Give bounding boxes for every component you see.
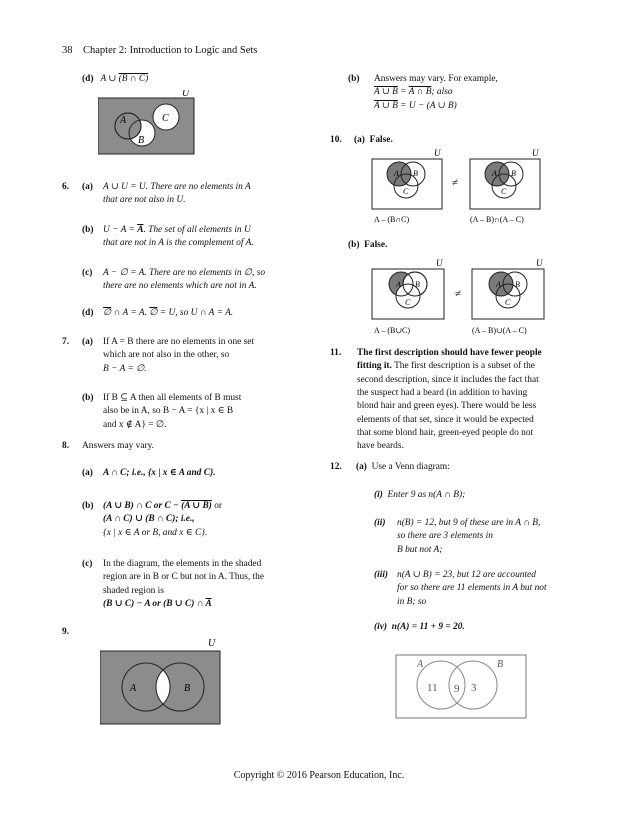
text-line: n(A) = 11 + 9 = 20. — [391, 622, 465, 632]
text-line: A ∩ C; i.e., {x | x ∈ A and C}. — [103, 468, 216, 478]
item-label: (i) — [374, 490, 383, 500]
text-line: also be in A, so B − A = {x | x ∈ B — [103, 406, 234, 417]
set-b-label: B — [515, 280, 520, 289]
text-line: elements of that set, since it would be expected — [357, 414, 534, 425]
universe-label: U — [536, 258, 543, 268]
q6d-text — [103, 307, 303, 320]
q8c-text — [103, 558, 308, 611]
math-overline: (B ∩ C) — [118, 74, 149, 84]
set-c-label: C — [162, 113, 169, 124]
set-a-label: A — [120, 115, 127, 126]
text-line: B − A = ∅. — [103, 363, 147, 374]
q8-intro: Answers may vary. — [82, 441, 155, 451]
q12-iv — [374, 621, 465, 634]
universe-label: U — [208, 638, 216, 649]
set-b-label: B — [413, 169, 418, 178]
copyright-footer: Copyright © 2016 Pearson Education, Inc. — [233, 770, 405, 781]
set-c-label: C — [505, 298, 511, 307]
set-a-label: A — [130, 683, 137, 694]
text-line: shaded region is — [103, 585, 164, 596]
text-line: A − ∅ = A. There are no elements in ∅, so — [103, 268, 266, 278]
question-number: 10. — [330, 135, 342, 145]
item-label: (iv) — [374, 622, 388, 632]
item-label: (d) — [82, 308, 94, 318]
item-label: (a) — [354, 135, 365, 145]
universe-label: U — [436, 258, 443, 268]
caption-left: A – (B∪C) — [374, 326, 411, 335]
item-label: (b) — [348, 74, 360, 84]
math-overline: A ∪ B — [374, 100, 398, 111]
text-line: so there are 3 elements in — [397, 531, 493, 542]
not-equal-sign: ≠ — [455, 288, 462, 300]
set-b-label: B — [138, 135, 145, 146]
text-line: the suspect had a beard (in addition to having — [357, 388, 528, 399]
question-10 — [330, 134, 393, 147]
math-overline: $\overline{A}$ — [137, 225, 144, 235]
question-8 — [62, 440, 154, 453]
text-line: {x | x ∈ A or B, and x ∈ C}. — [103, 527, 208, 538]
math-text: ∩ A = A. — [111, 308, 150, 318]
question-10b — [348, 239, 387, 252]
set-c-label: C — [501, 187, 507, 196]
text-line: region are in B or C but not in A. Thus, the — [103, 572, 265, 583]
q12-iii-text — [397, 569, 587, 609]
set-a-label: A — [417, 659, 424, 670]
text-line: or — [211, 501, 223, 511]
item-label: (a) — [82, 337, 93, 347]
math-text: = U − (A ∪ B) — [397, 100, 457, 111]
text-line: there are no elements which are not in A. — [103, 281, 257, 292]
math-overline: (A ∪ B) — [181, 501, 212, 511]
question-12 — [330, 461, 450, 474]
math-text: = — [397, 87, 409, 98]
item-label: (b) — [82, 393, 94, 403]
q6a-text — [103, 181, 303, 208]
text-line: In the diagram, the elements in the shaded — [103, 559, 262, 569]
chapter-title: Chapter 2: Introduction to Logic and Sets — [83, 45, 258, 56]
set-c-label: C — [403, 187, 409, 196]
math-text: U − A = — [103, 225, 138, 235]
math-text: (B ∪ C) − A or (B ∪ C) ∩ — [103, 599, 206, 610]
page-header — [62, 44, 257, 59]
universe-label: U — [434, 148, 441, 158]
q12-ii-text — [397, 517, 587, 557]
math-overline: ∅ — [103, 308, 112, 318]
set-a-label: A — [496, 280, 501, 289]
q7b-text — [103, 392, 303, 432]
q7a-text — [103, 336, 303, 376]
region-b-only-count: 3 — [471, 682, 477, 694]
text-line: A ∪ U = U. There are no elements in A — [103, 182, 251, 192]
question-number: 7. — [62, 337, 70, 347]
item-label: (b) — [348, 240, 360, 250]
text-line: ; also — [431, 87, 453, 98]
universe-label: U — [532, 148, 539, 158]
text-line: The first description should have fewer people — [357, 348, 542, 358]
item-label: (iii) — [374, 570, 389, 580]
text-line: B but not A; — [397, 544, 443, 555]
text-line: have beards. — [357, 441, 404, 452]
set-c-label: C — [405, 298, 411, 307]
text-line: n(B) = 12, but 9 of these are in A ∩ B, — [397, 518, 541, 528]
text-line: . The set of all elements in U — [143, 225, 251, 235]
question-7 — [62, 336, 93, 349]
venn-figure-q10b — [370, 257, 565, 337]
text-line: which are not also in the other, so — [103, 350, 230, 361]
text-line: The first description is a subset of the — [391, 361, 535, 372]
answer-text: False. — [364, 240, 388, 250]
text-line: n(A ∪ B) = 23, but 12 are accounted — [397, 570, 536, 580]
item-label: (ii) — [374, 518, 386, 528]
caption-right: (A – B)∪(A – C) — [472, 326, 527, 335]
math-text: (A ∪ B) ∩ C or C − — [103, 501, 182, 511]
caption-left: A – (B∩C) — [374, 215, 410, 224]
text-line: If A = B there are no elements in one set — [103, 337, 255, 347]
q8b-text — [103, 500, 308, 540]
universe-label: U — [182, 90, 190, 99]
text-line: Answers may vary. For example, — [374, 74, 498, 84]
q12-intro: Use a Venn diagram: — [371, 462, 450, 472]
set-b-label: B — [511, 169, 516, 178]
text-line: and x ∉ A} = ∅. — [103, 419, 167, 430]
page-number: 38 — [62, 45, 73, 56]
text-line: fitting it. — [357, 361, 392, 372]
text-line: blond hair and green eyes). There would be less — [357, 401, 537, 412]
text-line: in B; so — [397, 596, 427, 607]
q6b-text — [103, 224, 303, 251]
item-label: (b) — [82, 501, 94, 511]
set-b-label: B — [415, 280, 420, 289]
question-number: 8. — [62, 441, 70, 451]
region-a-only-count: 11 — [427, 682, 438, 694]
q12-i — [374, 489, 465, 502]
question-number: 9. — [62, 627, 70, 637]
text-line: that are not in A is the complement of A. — [103, 238, 254, 249]
math-overline: A ∪ B — [374, 87, 398, 98]
text-line: If B ⊆ A then all elements of B must — [103, 393, 242, 403]
item-label: (a) — [82, 182, 93, 192]
right-b-text — [374, 73, 574, 113]
region-intersection-count: 9 — [454, 683, 460, 695]
text-line: second description, since it includes the fact that — [357, 374, 539, 385]
math-text: A ∪ — [100, 74, 119, 84]
not-equal-sign: ≠ — [452, 177, 459, 189]
set-a-label: A — [394, 169, 399, 178]
answer-text: False. — [369, 135, 393, 145]
venn-figure-q10a — [370, 148, 560, 226]
item-label: (c) — [82, 268, 93, 278]
item-label: (a) — [82, 468, 93, 478]
left-d-item — [82, 73, 148, 86]
text-line: that are not also in U. — [103, 195, 186, 206]
q6c-text — [103, 267, 303, 294]
set-b-label: B — [184, 683, 191, 694]
venn-figure-d — [98, 90, 198, 158]
math-overline: ∅ — [149, 308, 158, 318]
text-line: Enter 9 as n(A ∩ B); — [387, 490, 466, 500]
caption-right: (A – B)∩(A – C) — [470, 215, 524, 224]
math-text: = U, so U ∩ A = A. — [157, 308, 234, 318]
item-label: (d) — [82, 74, 94, 84]
text-line: (A ∩ C) ∪ (B ∩ C); i.e., — [103, 514, 195, 525]
question-number: 11. — [330, 348, 342, 358]
venn-figure-q12 — [395, 650, 530, 722]
item-label: (b) — [82, 225, 94, 235]
item-label: (c) — [82, 559, 93, 569]
math-overline: $\overline{A}$ — [205, 599, 212, 610]
text-line: for so there are 11 elements in A but not — [397, 583, 547, 594]
set-b-label: B — [497, 659, 504, 670]
item-label: (a) — [356, 462, 367, 472]
q8a-text — [103, 467, 303, 480]
text-line: that some blond hair, green-eyed people do not — [357, 428, 534, 439]
question-number: 12. — [330, 462, 342, 472]
question-number: 6. — [62, 182, 70, 192]
question-6 — [62, 181, 93, 194]
set-a-label: A — [492, 169, 497, 178]
venn-figure-q9 — [100, 636, 225, 728]
q11-text — [357, 347, 577, 454]
set-a-label: A — [396, 280, 401, 289]
math-overline: A ∩ B — [408, 87, 432, 98]
